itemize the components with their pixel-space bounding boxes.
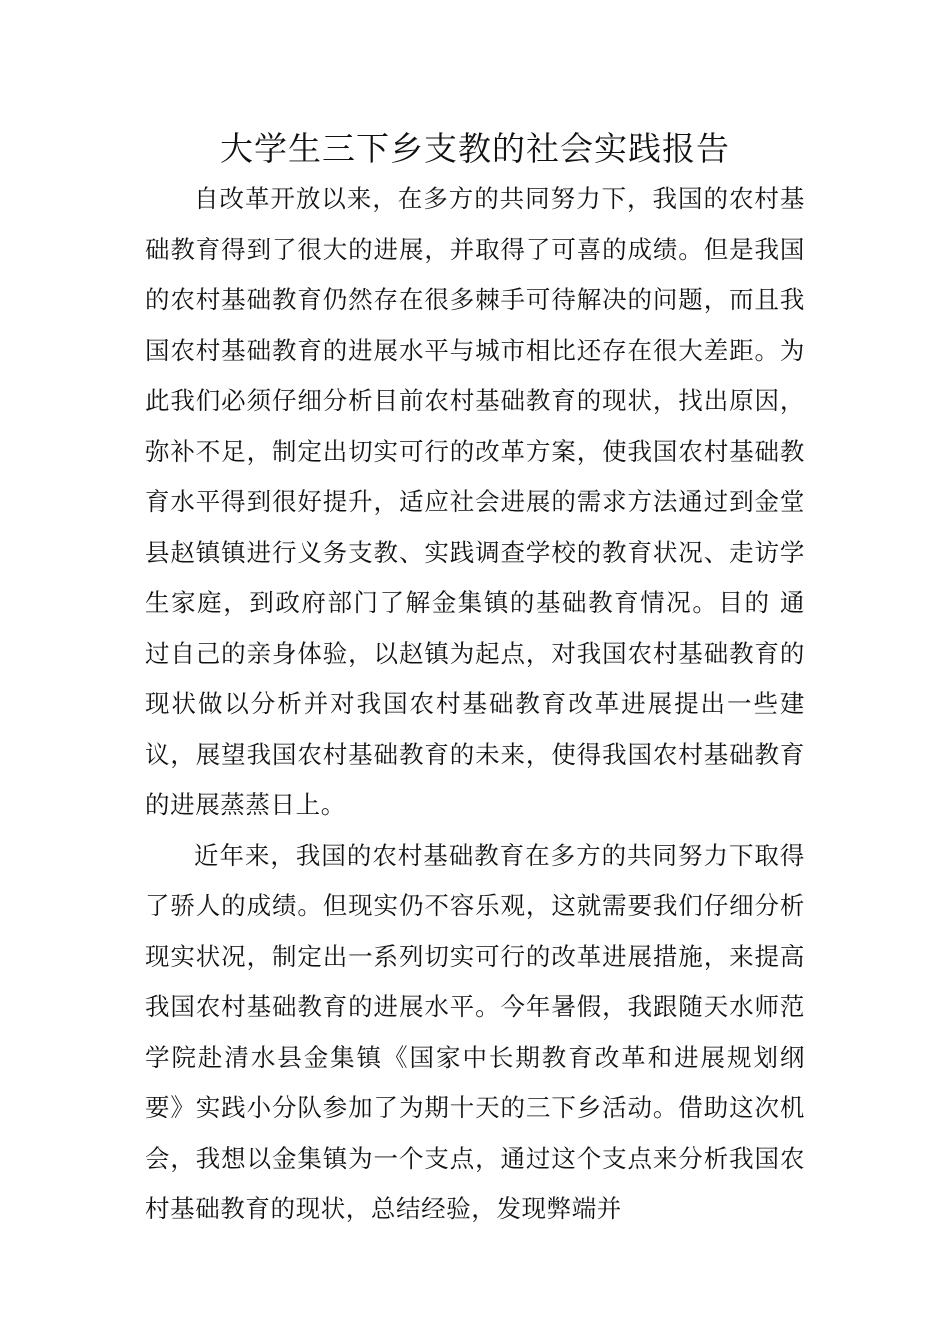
paragraph-2: 近年来，我国的农村基础教育在多方的共同努力下取得了骄人的成绩。但现实仍不容乐观，这就需要我们仔细分析现实状况，制定出一系列切实可行的改革进展措施，来提高我国农村基础教育的进展水平。今年暑假，我跟随天水师范学院赴清水县金集镇《国家中长期教育改革和进展规划纲要》实践小分队参加了为期十天的三下乡活动。借助这次机会，我想以金集镇为一个支点，通过这个支点来分析我国农村基础教育的现状，总结经验，发现弊端并: [145, 840, 805, 1223]
document-body: [145, 174, 805, 1235]
paragraph-1: 自改革开放以来，在多方的共同努力下，我国的农村基础教育得到了很大的进展，并取得了可喜的成绩。但是我国的农村基础教育仍然存在很多棘手可待解决的问题，而且我国农村基础教育的进展水平与城市相比还存在很大差距。为此我们必须仔细分析目前农村基础教育的现状，找出原因，弥补不足，制定出切实可行的改革方案，使我国农村基础教育水平得到很好提升，适应社会进展的需求方法通过到金堂县赵镇镇进行义务支教、实践调查学校的教育状况、走访学生家庭，到政府部门了解金集镇的基础教育情况。目的 通过自己的亲身体验，以赵镇为起点，对我国农村基础教育的现状做以分析并对我国农村基础教育改革进展提出一些建议，展望我国农村基础教育的未来，使得我国农村基础教育的进展蒸蒸日上。: [145, 184, 805, 819]
document-title: 大学生三下乡支教的社会实践报告: [220, 129, 730, 168]
